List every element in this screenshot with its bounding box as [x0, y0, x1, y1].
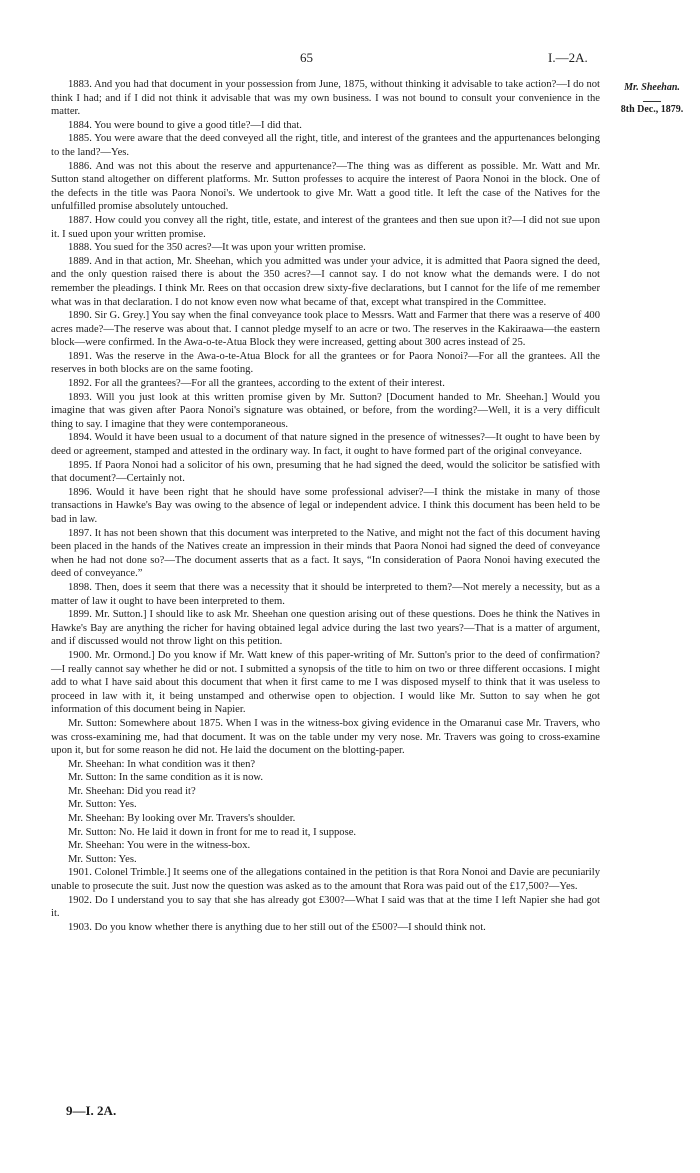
- paragraph-1883: 1883. And you had that document in your possession from June, 1875, without thinking it advisable to take action?—I do not think I had; and if I did not think it advisable that was my own business. I was not bound to consult your convenience in the matter.: [51, 79, 600, 118]
- paragraph-1890: 1890. Sir G. Grey.] You say when the final conveyance took place to Messrs. Watt and Farmer that there was a reserve of 400 acres made?—The reserve was about that. I cannot pledge myself to an acre or two. The reserves in the Kakiraawa—the eastern block—were confirmed. In the Awa-o-te-Atua Block they were increased, getting about 300 acres instead of 25.: [51, 310, 600, 349]
- exchange-line: Mr. Sheehan: In what condition was it then?: [68, 758, 256, 770]
- exchange-line: Mr. Sutton: Yes.: [68, 799, 137, 811]
- paragraph-1889: 1889. And in that action, Mr. Sheehan, which you admitted was under your advice, it is admitted that Paora signed the deed, and the only question raised there is about the 350 acres?—I cannot say. I do not know what the demands were. I do not remember the pleadings. I think Mr. Rees on that occasion drew sixty-five declarations, but I cannot for the life of me remember what was in that declaration. I do not know even now what became of that, except what transpired in the Committee.: [51, 255, 600, 308]
- paragraph-1896: 1896. Would it have been right that he should have some professional adviser?—I think the mistake in many of those transactions in Hawke's Bay was owing to the absence of legal or independent advice. I think this document has been held to be bad in law.: [51, 486, 600, 525]
- evidence-text: [51, 78, 600, 934]
- paper-reference: I.—2A.: [548, 50, 588, 65]
- paragraph-1885: 1885. You were aware that the deed conveyed all the right, title, and interest of the grantees and the appurtenances belonging to the land?—Yes.: [51, 133, 600, 158]
- paragraph-1902: 1902. Do I understand you to say that she has already got £300?—What I said was that at the time I left Napier she had got it.: [51, 894, 600, 920]
- exchange-line: Mr. Sutton: Yes.: [68, 853, 137, 865]
- exchange-line: Mr. Sutton: No. He laid it down in front for me to read it, I suppose.: [68, 826, 357, 838]
- paragraph-1884: 1884. You were bound to give a good title?—I did that.: [68, 119, 302, 131]
- paragraph-1897: 1897. It has not been shown that this document was interpreted to the Native, and might not the fact of this document having been placed in the hands of the Natives create an impression in their minds that Paora Nonoi had signed the deed of conveyance when he had not done so?—The document asserts that as a fact. It says, “In consideration of Paora Nonoi having executed the deed of conveyance.”: [51, 527, 600, 580]
- paragraph-sutton-statement: Mr. Sutton: Somewhere about 1875. When I was in the witness-box giving evidence in the Omaranui case Mr. Travers, who was cross-examining me, had that document. It was on the table under my very nose. Mr. Travers was going to cross-examine upon it, but for some reason he did not. He laid the document on the blotting-paper.: [51, 717, 600, 757]
- paragraph-1898: 1898. Then, does it seem that there was a necessity that it should be interpreted to them?—Not merely a necessity, but as a matter of law it ought to have been interpreted to them.: [51, 581, 600, 607]
- signature-mark: 9—I. 2A.: [66, 1103, 117, 1118]
- paragraph-1888: 1888. You sued for the 350 acres?—It was upon your written promise.: [68, 242, 366, 254]
- paragraph-1886: 1886. And was not this about the reserve and appurtenance?—The thing was as different as possible. Mr. Watt and Mr. Sutton stand altogether on different platforms. Mr. Sutton professes to acquire the interest of Paora Nonoi in the block. One of the defects in the title was Paora Nonoi's. We undertook to give Mr. Watt a good title. It left the case of the Natives for the unfulfilled promise absolutely untouched.: [51, 160, 600, 213]
- margin-date-note: 8th Dec., 1879.: [620, 104, 684, 115]
- exchange-line: Mr. Sheehan: You were in the witness-box.: [68, 840, 251, 852]
- exchange-line: Mr. Sheehan: Did you read it?: [68, 785, 196, 797]
- paragraph-1903: 1903. Do you know whether there is anything due to her still out of the £500?—I should think not.: [68, 921, 486, 933]
- margin-speaker-note: Mr. Sheehan.: [624, 82, 680, 93]
- paragraph-1899: 1899. Mr. Sutton.] I should like to ask Mr. Sheehan one question arising out of these questions. Does he think the Natives in Hawke's Bay are anything the richer for having obtained legal advice during the last two years?—That is a matter of argument, and if discussed would not throw light on this petition.: [51, 609, 600, 648]
- exchange-line: Mr. Sheehan: By looking over Mr. Travers's shoulder.: [68, 813, 296, 825]
- exchange-line: Mr. Sutton: In the same condition as it is now.: [68, 772, 263, 784]
- paragraph-1887: 1887. How could you convey all the right, title, estate, and interest of the grantees and then sue upon it?—I did not sue upon it. I sued upon your written promise.: [51, 214, 600, 240]
- paragraph-1901: 1901. Colonel Trimble.] It seems one of the allegations contained in the petition is that Rora Nonoi and Davie are pecuniarily unable to prosecute the suit. Just now the question was asked as to the amount that Rora was paid out of the £17,500?—Yes.: [51, 867, 600, 893]
- paragraph-1900: 1900. Mr. Ormond.] Do you know if Mr. Watt knew of this paper-writing of Mr. Sutton's prior to the deed of confirmation?—I really cannot say whether he did or not. I submitted a synopsis of the title to him on two or three different occasions. I might add to what I have said about this document that when it first came to me I was disposed myself to think that it was useless to proceed in law with it, it being unstamped and otherwise open to objection. I would like Mr. Sutton to say when he got information of this document being in Napier.: [51, 649, 600, 716]
- paragraph-1891: 1891. Was the reserve in the Awa-o-te-Atua Block for all the grantees or for Paora Nonoi?—For all the grantees. All the reserves in both blocks are on the same footing.: [51, 350, 600, 376]
- paragraph-1895: 1895. If Paora Nonoi had a solicitor of his own, presuming that he had signed the deed, would the solicitor be satisfied with that document?—Certainly not.: [51, 459, 600, 485]
- page-number: 65: [300, 50, 313, 65]
- margin-rule: [643, 101, 661, 102]
- paragraph-1892: 1892. For all the grantees?—For all the grantees, according to the extent of their interest.: [68, 378, 445, 390]
- paragraph-1894: 1894. Would it have been usual to a document of that nature signed in the presence of witnesses?—It ought to have been by deed or agreement, stamped and attested in the ordinary way. In fact, it ought to have formed part of the original conveyance.: [51, 432, 600, 458]
- paragraph-1893: 1893. Will you just look at this written promise given by Mr. Sutton? [Document handed to Mr. Sheehan.] Would you imagine that was given after Paora Nonoi's signature was obtained, or before, from the wording?—Well, it is a very difficult thing to say. I imagine that they were contemporaneous.: [51, 391, 600, 430]
